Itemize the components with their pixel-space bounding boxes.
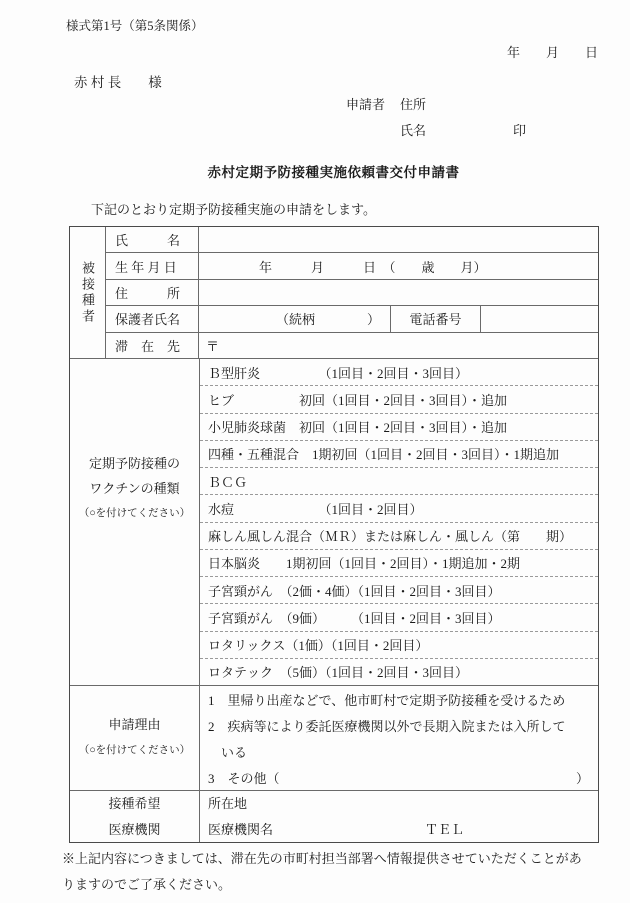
guardian-label: 保護者氏名 [106, 306, 199, 331]
vaccine-item: 小児肺炎球菌 初回（1回目・2回目・3回目）・追加 [200, 413, 598, 440]
guardian-relation-field: （続柄 ） [199, 306, 391, 331]
intro-text: 下記のとおり定期予防接種実施の申請をします。 [91, 202, 376, 217]
hospital-label-line1: 接種希望 [108, 795, 161, 811]
phone-label: 電話番号 [391, 306, 481, 331]
vaccine-label-line2: ワクチンの種類 [89, 481, 180, 496]
reason-option-1: 1 里帰り出産などで、他市町村で定期予防接種を受けるため [208, 692, 566, 708]
recipient-name-row [106, 227, 598, 252]
form-title: 赤村定期予防接種実施依頼書交付申請書 [207, 165, 460, 180]
recipient-birth-label: 生 年 月 日 [106, 253, 199, 278]
reason-option-3 [200, 764, 598, 790]
reason-label-note: （○を付けてください） [78, 745, 191, 756]
hospital-label-line2: 医療機関 [108, 821, 161, 837]
vaccine-label-note: （○を付けてください） [78, 508, 191, 519]
recipient-address-field [199, 280, 598, 305]
applicant-address-label: 住所 [400, 97, 427, 112]
vaccine-item: Ｂ型肝炎 （1回目・2回目・3回目） [208, 365, 469, 381]
reason-section [70, 685, 598, 790]
vaccine-item: ロタリックス（1価）（1回目・2回目） [200, 631, 598, 658]
footnote-line2: りますのでご了承ください。 [62, 877, 232, 892]
hospital-section-label [70, 791, 200, 842]
vaccine-section-label [70, 359, 200, 685]
reason-option-2-cont: いる [208, 744, 248, 760]
footnote [62, 846, 610, 898]
vaccine-item: 日本脳炎 1期初回（1回目・2回目）・1期追加・2期 [200, 549, 598, 576]
hospital-section [70, 790, 598, 842]
vaccine-item: ＢＣＧ [200, 467, 598, 494]
vaccine-item: 子宮頸がん （9価） （1回目・2回目・3回目） [200, 603, 598, 630]
vaccine-item: ロタテック （5価）（1回目・2回目・3回目） [200, 658, 598, 685]
vaccine-item: 麻しん風しん混合（ＭＲ）または麻しん・風しん（第 期） [200, 522, 598, 549]
vaccine-label-line1: 定期予防接種の [88, 456, 180, 471]
recipient-section [70, 227, 598, 358]
recipient-name-field [199, 227, 598, 252]
reason-option-3-text: 3 その他（ [208, 770, 280, 786]
stay-field: 〒 [206, 338, 220, 354]
recipient-birth-row [106, 252, 598, 278]
recipient-birth-field: 年 月 日 （ 歳 月） [259, 259, 487, 275]
recipient-address-label: 住 所 [106, 280, 199, 305]
hospital-tel-label: ＴＥＬ [425, 821, 465, 837]
vaccine-item: 四種・五種混合 1期初回（1回目・2回目・3回目）・1期追加 [200, 440, 598, 467]
stay-row [106, 332, 598, 358]
reason-option-2: 2 疾病等により委託医療機関以外で長期入院または入所して [208, 718, 566, 734]
hospital-location-label: 所在地 [208, 795, 248, 811]
vaccine-item: ヒブ 初回（1回目・2回目・3回目）・追加 [200, 385, 598, 412]
form-number: 様式第1号（第5条関係） [66, 19, 204, 33]
phone-field [481, 306, 598, 331]
hospital-location-row [200, 791, 598, 817]
reason-label-line1: 申請理由 [108, 717, 161, 732]
vaccine-section [70, 358, 598, 685]
applicant-name-label: 氏名 [400, 123, 427, 138]
addressee: 赤 村 長 様 [74, 75, 162, 90]
hospital-name-label: 医療機関名 [208, 821, 274, 837]
recipient-name-label: 氏 名 [106, 227, 199, 252]
date-line: 年 月 日 [506, 45, 598, 60]
reason-section-label [70, 686, 200, 790]
vaccine-item: 水痘 （1回目・2回目） [200, 494, 598, 521]
applicant-label: 申請者 [346, 97, 386, 112]
recipient-group-label: 被接種者 [80, 260, 95, 325]
stay-label: 滞 在 先 [106, 333, 199, 358]
footnote-line1: ※上記内容につきましては、滞在先の市町村担当部署へ情報提供させていただくことがあ [62, 851, 582, 866]
seal-label: 印 [513, 123, 527, 138]
reason-option-3-paren: ） [575, 770, 589, 786]
application-form-table [69, 226, 599, 843]
vaccine-item: 子宮頸がん （2価・4価）（1回目・2回目・3回目） [200, 576, 598, 603]
hospital-name-row [200, 817, 598, 843]
recipient-address-row [106, 279, 598, 305]
recipient-group-cell [70, 227, 106, 358]
guardian-row [106, 305, 598, 331]
